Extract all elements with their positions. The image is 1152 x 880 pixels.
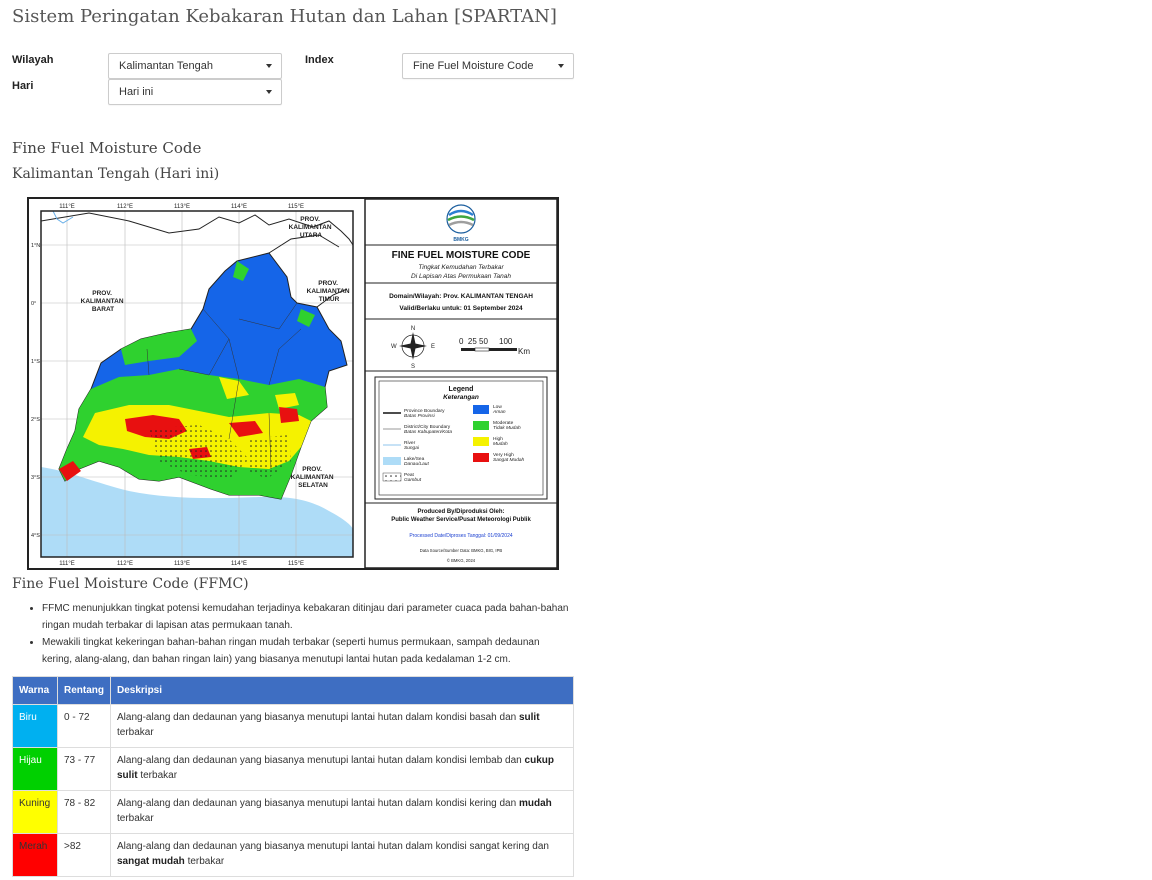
svg-text:Batas Provinsi: Batas Provinsi (404, 414, 435, 419)
svg-text:Gambut: Gambut (404, 478, 422, 483)
svg-text:Peat: Peat (404, 473, 414, 478)
lon-tick: 114°E (231, 204, 247, 210)
map-panel-sub2: Di Lapisan Atas Permukaan Tanah (411, 273, 511, 280)
section-heading: Fine Fuel Moisture Code (12, 139, 202, 157)
lat-tick: 1°S (31, 359, 40, 365)
warna-cell: Biru (13, 705, 58, 748)
deskripsi-cell: Alang-alang dan dedaunan yang biasanya menutupi lantai hutan dalam kondisi sangat kering dan sangat mudah terbakar (111, 834, 574, 877)
warna-cell: Merah (13, 834, 58, 877)
table-row (13, 705, 574, 748)
rentang-cell: 73 - 77 (58, 748, 111, 791)
svg-text:E: E (431, 344, 436, 350)
deskripsi-cell: Alang-alang dan dedaunan yang biasanya menutupi lantai hutan dalam kondisi basah dan sulit terbakar (111, 705, 574, 748)
index-label: Index (305, 54, 334, 66)
svg-text:Sangat Mudah: Sangat Mudah (493, 458, 525, 463)
table-row (13, 834, 574, 877)
svg-text:BMKG: BMKG (453, 237, 469, 243)
section-subheading: Kalimantan Tengah (Hari ini) (12, 166, 220, 182)
table-row (13, 791, 574, 834)
legend-title: Legend (448, 386, 474, 393)
produced-org: Public Weather Service/Pusat Meteorologi Publik (391, 517, 531, 523)
lon-tick: 111°E (59, 204, 75, 210)
svg-text:W: W (391, 344, 397, 350)
ffmc-heading: Fine Fuel Moisture Code (FFMC) (12, 576, 249, 592)
col-rentang: Rentang (58, 677, 111, 705)
hari-select-value: Hari ini (119, 86, 154, 98)
lat-tick: 4°S (31, 533, 40, 539)
lon-tick: 112°E (117, 204, 133, 210)
lon-tick: 111°E (59, 561, 75, 567)
map-domain: Domain/Wilayah: Prov. KALIMANTAN TENGAH (389, 293, 533, 300)
ffmc-bullets (12, 600, 572, 668)
region-label-selatan: PROV. KALIMANTAN SELATAN (290, 466, 334, 489)
svg-text:Low: Low (493, 405, 502, 410)
chevron-down-icon (266, 90, 272, 94)
lat-tick: 3°S (31, 475, 40, 481)
lat-tick: 0° (31, 301, 37, 307)
lon-tick: 115°E (288, 204, 304, 210)
list-item: • Mewakili tingkat kekeringan bahan-bahan ringan mudah terbakar (seperti humus permukaan, sampah dedaunan kering, alang-alang, dan bahan ringan lain) yang biasanya menutupi lantai hutan pada kedalaman 1-2 cm. (42, 634, 572, 668)
svg-text:N: N (410, 326, 416, 332)
table-row (13, 748, 574, 791)
processed-date: Processed Date/Diproses Tanggal: 01/09/2024 (409, 533, 513, 539)
lon-tick: 113°E (174, 204, 190, 210)
svg-text:Lake/Sea: Lake/Sea (404, 457, 425, 462)
col-deskripsi: Deskripsi (111, 677, 574, 705)
svg-text:Province Boundary: Province Boundary (404, 409, 445, 414)
svg-text:Very High: Very High (493, 453, 514, 458)
rentang-cell: 0 - 72 (58, 705, 111, 748)
map-panel-title: FINE FUEL MOISTURE CODE (391, 250, 531, 261)
chevron-down-icon (558, 64, 564, 68)
ffmc-map-svg (29, 199, 557, 568)
svg-text:District/City Boundary: District/City Boundary (404, 425, 451, 430)
rentang-cell: >82 (58, 834, 111, 877)
svg-text:Batas Kabupaten/Kota: Batas Kabupaten/Kota (404, 430, 453, 435)
data-source: Data Source/Sumber Data: BMKG, BIG, IPB (419, 548, 503, 553)
legend-subtitle: Keterangan (443, 394, 479, 401)
list-item: • FFMC menunjukkan tingkat potensi kemudahan terjadinya kebakaran ditinjau dari parameter cuaca pada bahan-bahan ringan mudah terbakar di lapisan atas permukaan tanah. (42, 600, 572, 634)
lon-tick: 115°E (288, 561, 304, 567)
wilayah-select[interactable] (108, 53, 282, 79)
scale-bar (461, 348, 517, 351)
map-valid: Valid/Berlaku untuk: 01 September 2024 (399, 305, 523, 312)
lat-tick: 1°N (31, 243, 41, 249)
region-label-utara: PROV. KALIMANTAN UTARA (288, 216, 332, 239)
svg-text:Sungai: Sungai (404, 446, 419, 451)
region-label-timur: PROV. KALIMANTAN TIMUR (306, 280, 350, 303)
svg-text:S: S (410, 364, 416, 370)
scale-text: 0 25 50 100 (459, 337, 513, 346)
deskripsi-cell: Alang-alang dan dedaunan yang biasanya menutupi lantai hutan dalam kondisi kering dan mudah terbakar (111, 791, 574, 834)
page-title: Sistem Peringatan Kebakaran Hutan dan Lahan [SPARTAN] (12, 6, 557, 27)
map-panel-sub1: Tingkat Kemudahan Terbakar (418, 264, 504, 271)
index-select-value: Fine Fuel Moisture Code (413, 60, 534, 72)
warna-cell: Kuning (13, 791, 58, 834)
svg-text:Mudah: Mudah (493, 442, 508, 447)
index-select[interactable] (402, 53, 574, 79)
table-header-row (13, 677, 574, 705)
map-copyright: © BMKG, 2024 (446, 558, 476, 563)
ffmc-map (27, 197, 559, 570)
chevron-down-icon (266, 64, 272, 68)
svg-text:Tidak Mudah: Tidak Mudah (493, 426, 521, 431)
ffmc-class-table (12, 676, 574, 877)
svg-text:River: River (404, 441, 416, 446)
rentang-cell: 78 - 82 (58, 791, 111, 834)
region-label-barat: PROV. KALIMANTAN BARAT (80, 290, 124, 313)
lat-tick: 2°S (31, 417, 40, 423)
lon-tick: 113°E (174, 561, 190, 567)
hari-select[interactable] (108, 79, 282, 105)
warna-cell: Hijau (13, 748, 58, 791)
scale-unit: Km (518, 347, 530, 356)
hari-label: Hari (12, 80, 34, 92)
svg-text:Aman: Aman (493, 410, 506, 415)
lon-tick: 114°E (231, 561, 247, 567)
lon-tick: 112°E (117, 561, 133, 567)
wilayah-label: Wilayah (12, 54, 54, 66)
wilayah-select-value: Kalimantan Tengah (119, 60, 213, 72)
deskripsi-cell: Alang-alang dan dedaunan yang biasanya menutupi lantai hutan dalam kondisi lembab dan cukup sulit terbakar (111, 748, 574, 791)
svg-text:Moderate: Moderate (493, 421, 514, 426)
produced-by: Produced By/Diproduksi Oleh: (417, 509, 505, 515)
svg-text:High: High (493, 437, 503, 442)
col-warna: Warna (13, 677, 58, 705)
svg-text:Danau/Laut: Danau/Laut (404, 462, 429, 467)
